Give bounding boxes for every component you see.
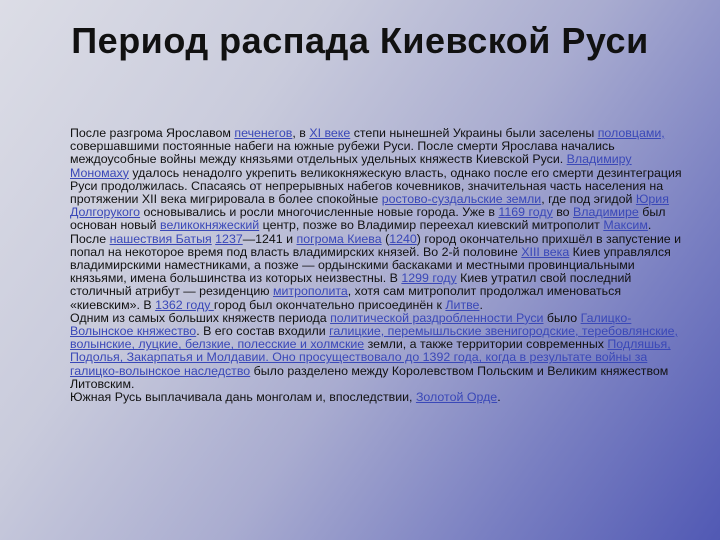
paragraph — [70, 312, 682, 391]
hyperlink[interactable]: митрополита — [272, 284, 348, 299]
text-segment: Южная Русь выплачивала дань монголам и, впоследствии, — [70, 390, 416, 405]
hyperlink[interactable]: Владимире — [573, 205, 639, 220]
text-segment: Одним из самых больших княжеств периода — [70, 310, 331, 325]
text-segment: было разделено между Королевством Польским и Великим княжеством Литовским. — [70, 363, 669, 391]
text-segment: После — [70, 231, 110, 246]
text-segment: город был окончательно присоединён к — [213, 297, 446, 312]
hyperlink[interactable]: Максим — [603, 218, 648, 233]
text-segment: было — [543, 310, 581, 325]
text-segment: Киев утратил свой последний столичный атрибут — резиденцию — [70, 271, 632, 299]
hyperlink[interactable]: половцами, — [597, 126, 665, 140]
hyperlink[interactable]: политической раздробленности Руси — [330, 310, 544, 325]
text-segment: совершавшими постоянные набеги на южные рубежи Руси. После смерти Ярослава начались междоусобные войны между князьями отдельных удельных княжеств Киевской Руси. — [70, 139, 615, 167]
text-segment: . — [497, 390, 501, 405]
text-segment: —1241 и — [242, 231, 297, 246]
paragraph — [70, 391, 682, 404]
text-segment: был основан новый — [70, 205, 666, 233]
text-segment: степи нынешней Украины были заселены — [350, 126, 598, 140]
hyperlink[interactable]: 1240 — [389, 231, 417, 246]
text-segment: ) город окончательно прихшёл в запустение и попал на некоторое время под власть владимирских князей. Во 2-й половине — [70, 231, 682, 259]
text-segment: удалось ненадолго укрепить великокняжескую власть, однако после его смерти дезинтеграция Руси продолжилась. Спасаясь от непрерывных набегов кочевников, значительная часть населения на протяжении XII века мигрировала в более спокойные — [70, 165, 682, 207]
hyperlink[interactable]: 1237 — [215, 231, 243, 246]
text-segment: Киев управлялся владимирскими наместниками, а позже — ордынскими баскаками и местными провинциальными князьями, имена большинства из которых неизвестны. В — [70, 244, 671, 286]
hyperlink[interactable]: XI веке — [309, 126, 351, 140]
hyperlink[interactable]: Галицко-Волынское княжество — [70, 310, 632, 339]
body-text — [70, 127, 682, 404]
text-segment: , хотя сам митрополит продолжал именоваться «киевским». В — [70, 284, 622, 312]
hyperlink[interactable]: Владимиру Мономаху — [70, 152, 632, 180]
text-segment: . — [479, 297, 483, 312]
hyperlink[interactable]: печенегов — [234, 126, 293, 140]
text-segment: основывались и росли многочисленные новые города. Уже в — [140, 205, 499, 220]
hyperlink[interactable]: Юрия Долгорукого — [70, 192, 669, 220]
text-segment: . — [647, 218, 652, 233]
hyperlink[interactable]: Подляшья, Подолья, Закарпатья и Молдавии. Оно просуществовало до 1392 года, когда в результате войны за галицко-волынское наследство — [70, 337, 671, 378]
hyperlink[interactable]: галицкие, перемышльские звенигородские, теребовлянские, волынские, луцкие, белзкие, полесские и холмские — [70, 324, 678, 352]
hyperlink[interactable]: Литве — [445, 297, 480, 312]
paragraph — [70, 233, 682, 312]
hyperlink[interactable]: 1362 году — [155, 297, 214, 312]
text-segment: После разгрома Ярославом — [70, 126, 235, 140]
text-segment: во — [552, 205, 574, 220]
slide-title: Период распада Киевской Руси — [71, 20, 649, 61]
text-segment: , в — [292, 126, 310, 140]
hyperlink[interactable]: великокняжеский — [160, 218, 260, 233]
text-segment: земли, а также территории современных — [364, 337, 608, 352]
hyperlink[interactable]: XIII века — [521, 244, 570, 259]
text-segment: . В его состав входили — [196, 324, 330, 339]
text-segment: центр, позже во Владимир переехал киевский митрополит — [259, 218, 604, 233]
hyperlink[interactable]: нашествия Батыя — [109, 231, 212, 246]
paragraph — [70, 127, 682, 233]
hyperlink[interactable]: 1299 году — [401, 271, 457, 286]
text-segment: ( — [381, 231, 390, 246]
hyperlink[interactable]: 1169 году — [498, 205, 553, 220]
hyperlink[interactable]: Золотой Орде — [415, 390, 498, 405]
hyperlink[interactable]: погрома Киева — [296, 231, 382, 246]
hyperlink[interactable]: ростово-суздальские земли — [381, 192, 542, 207]
text-segment: , где под эгидой — [541, 192, 636, 207]
